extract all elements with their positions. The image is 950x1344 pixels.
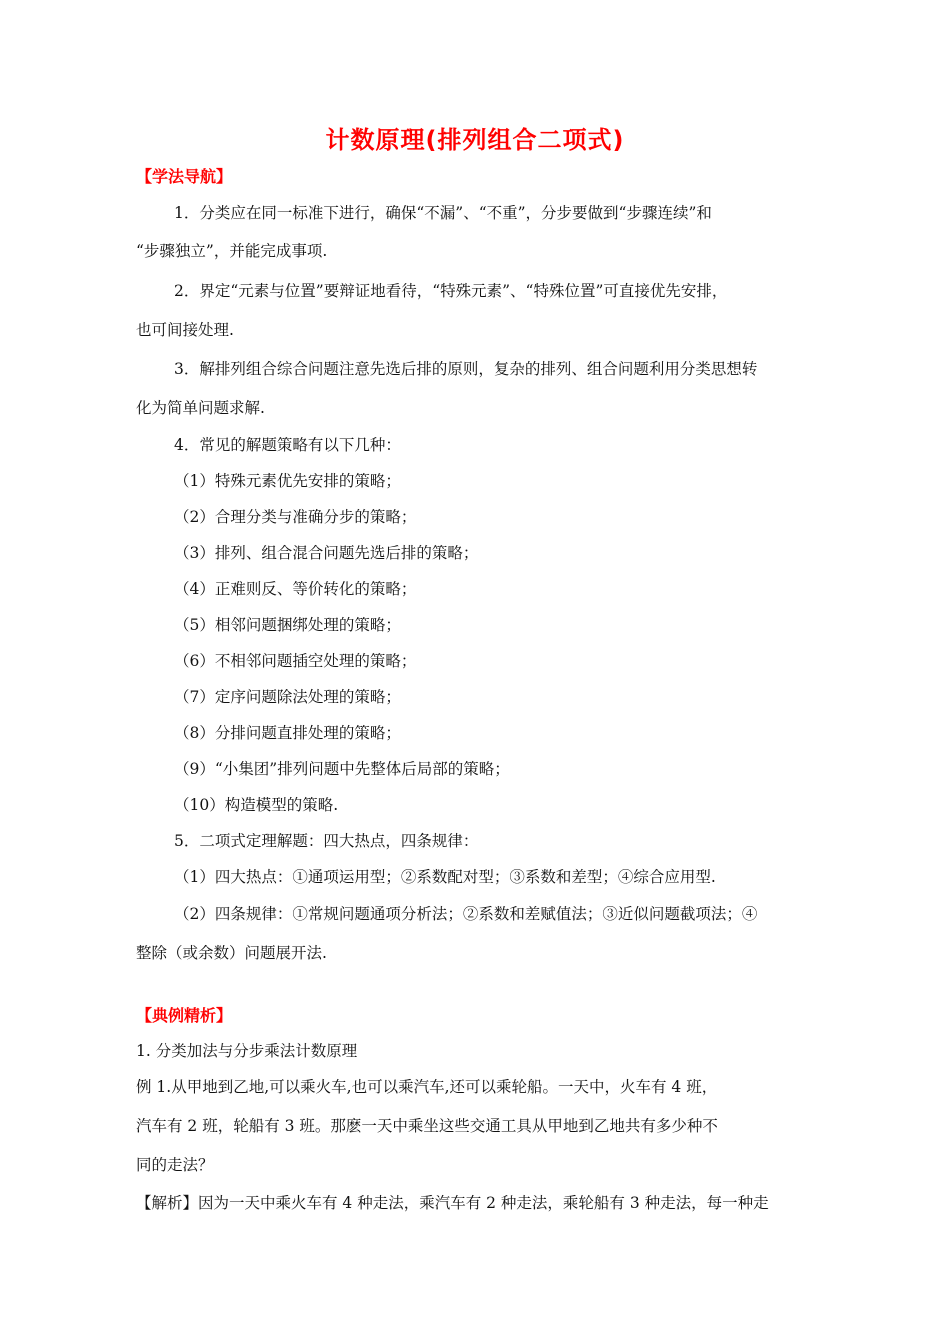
paragraph-line: 也可间接处理. — [136, 321, 234, 339]
strategy-item: （3）排列、组合混合问题先选后排的策略； — [174, 544, 479, 562]
paragraph-line: 2．界定“元素与位置”要辩证地看待，“特殊元素”、“特殊位置”可直接优先安排， — [174, 282, 728, 300]
binomial-item: （2）四条规律：①常规问题通项分析法；②系数和差赋值法；③近似问题截项法；④ — [174, 905, 758, 923]
example-line: 例 1.从甲地到乙地,可以乘火车,也可以乘汽车,还可以乘轮船。一天中，火车有 4 班， — [136, 1078, 718, 1096]
strategy-item: （5）相邻问题捆绑处理的策略； — [174, 616, 401, 634]
paragraph-line: 5．二项式定理解题：四大热点，四条规律： — [174, 832, 479, 850]
subsection-title: 1. 分类加法与分步乘法计数原理 — [136, 1042, 358, 1060]
example-line: 汽车有 2 班，轮船有 3 班。那麽一天中乘坐这些交通工具从甲地到乙地共有多少种不 — [136, 1117, 718, 1135]
paragraph-line: “步骤独立”，并能完成事项. — [136, 242, 328, 260]
paragraph-line: 3．解排列组合综合问题注意先选后排的原则，复杂的排列、组合问题利用分类思想转 — [174, 360, 758, 378]
paragraph-line: 4．常见的解题策略有以下几种： — [174, 436, 401, 454]
strategy-item: （6）不相邻问题插空处理的策略； — [174, 652, 417, 670]
binomial-item: （1）四大热点：①通项运用型；②系数配对型；③系数和差型；④综合应用型. — [174, 868, 716, 886]
paragraph-line: 化为简单问题求解. — [136, 399, 265, 417]
strategy-item: （10）构造模型的策略. — [174, 796, 339, 814]
paragraph-line: 1．分类应在同一标准下进行，确保“不漏”、“不重”，分步要做到“步骤连续”和 — [174, 204, 712, 222]
document-title: 计数原理(排列组合二项式) — [325, 126, 625, 154]
strategy-item: （9）“小集团”排列问题中先整体后局部的策略； — [174, 760, 510, 778]
example-line: 同的走法？ — [136, 1156, 214, 1174]
strategy-item: （7）定序问题除法处理的策略； — [174, 688, 401, 706]
strategy-item: （1）特殊元素优先安排的策略； — [174, 472, 401, 490]
strategy-item: （2）合理分类与准确分步的策略； — [174, 508, 417, 526]
strategy-item: （4）正难则反、等价转化的策略； — [174, 580, 417, 598]
section-heading-study-guide: 【学法导航】 — [136, 167, 233, 186]
solution-line: 【解析】因为一天中乘火车有 4 种走法，乘汽车有 2 种走法，乘轮船有 3 种走法，每一种走 — [136, 1194, 769, 1212]
strategy-item: （8）分排问题直排处理的策略； — [174, 724, 401, 742]
paragraph-line: 整除（或余数）问题展开法. — [136, 944, 327, 962]
section-heading-examples: 【典例精析】 — [136, 1006, 233, 1025]
